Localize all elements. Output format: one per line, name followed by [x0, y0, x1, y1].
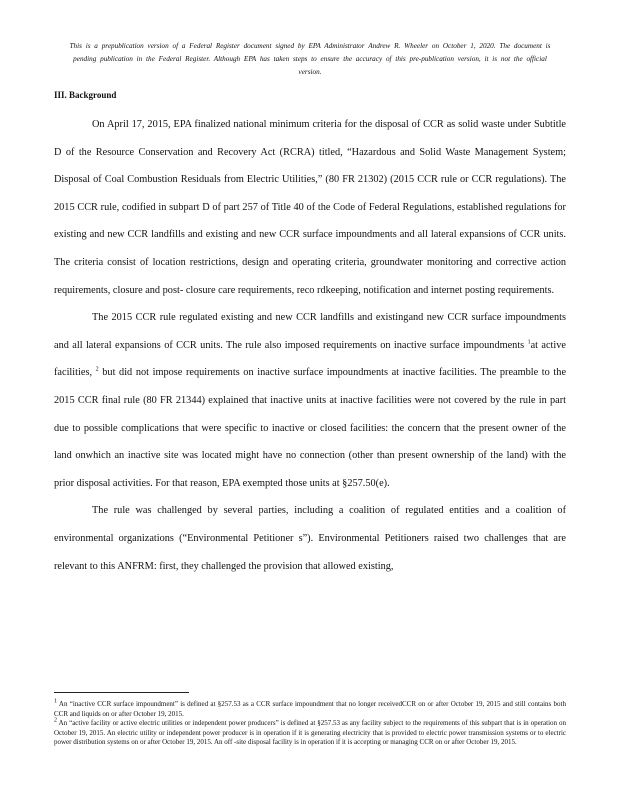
paragraph-2: [54, 304, 566, 497]
paragraph-2-part-1: The 2015 CCR rule regulated existing and new CCR landfills and existingand new CCR surface impoundments and all lateral expansions of CCR units. The rule also imposed requirements on inactive surface impoundments: [54, 312, 566, 351]
section-heading: III. Background: [54, 90, 117, 100]
paragraph-2-part-2: at active facilities,: [54, 339, 566, 379]
footnote-1-text: An “inactive CCR surface impoundment” is defined at §257.53 as a CCR surface impoundment that no longer receivedCCR on or after October 19, 2015 and still contains both CCR and liquids on or after October 19, 2015.: [54, 700, 566, 718]
footnote-ref-2[interactable]: 2: [95, 366, 99, 373]
footnote-2: [54, 719, 566, 748]
footnote-marker-1: 1: [54, 698, 57, 705]
paragraph-3: The rule was challenged by several parties, including a coalition of regulated entities and a coalition of environmental organizations (“Environmental Petitioner s”). Environmental Petitioners raised two challenges that are relevant to this ANFRM: first, they challenged the provision that allowed existing,: [54, 505, 566, 572]
paragraph-1: On April 17, 2015, EPA finalized national minimum criteria for the disposal of CCR as solid waste under Subtitle D of the Resource Conservation and Recovery Act (RCRA) titled, “Hazardous and Solid Waste Management System; Disposal of Coal Combustion Residuals from Electric Utilities,” (80 FR 21302) (2015 CCR rule or CCR regulations). The 2015 CCR rule, codified in subpart D of part 257 of Title 40 of the Code of Federal Regulations, established regulations for existing and new CCR landfills and existing and new CCR surface impoundments and all lateral expansions of CCR units. The criteria consist of location restrictions, design and operating criteria, groundwater monitoring and corrective action requirements, closure and post- closure care requirements, reco rdkeeping, notification and internet posting requirements.: [54, 119, 566, 296]
footnote-marker-2: 2: [54, 717, 57, 724]
paragraph-2-part-3: but did not impose requirements on inactive surface impoundments at inactive facilities. The preamble to the 2015 CCR final rule (80 FR 21344) explained that inactive units at inactive facilities were not covered by the rule in part due to possible complications that were specific to inactive or closed facilities: the concern that the present owner of the land onwhich an inactive site was located might have no connection (other than present ownership of the land) with the prior disposal activities. For that reason, EPA exempted those units at §257.50(e).: [54, 367, 567, 489]
prepublication-disclaimer: This is a prepublication version of a Federal Register document signed by EPA Administrator Andrew R. Wheeler on October 1, 2020. The document is pending publication in the Federal Register. Although EPA has taken steps to ensure the accuracy of this pre-publication version, it is not the official version.: [69, 42, 551, 76]
footnote-ref-1[interactable]: 1: [527, 339, 531, 346]
footnotes: [54, 700, 566, 748]
body-text: [54, 111, 566, 580]
footnote-2-text: An “active facility or active electric utilities or independent power producers” is defined at §257.53 as any facility subject to the requirements of this subpart that is in operation on October 19, 2015. An electric utility or independent power producer is in operation if it is generating electricity that is provided to electric power transmission systems or to electric power distribution systems on or after October 19, 2015. An off -site disposal facility is in operation if it is accepting or managing CCR on or after October 19, 2015.: [54, 719, 566, 747]
footnote-divider: [54, 692, 189, 693]
footnote-1: [54, 700, 566, 719]
